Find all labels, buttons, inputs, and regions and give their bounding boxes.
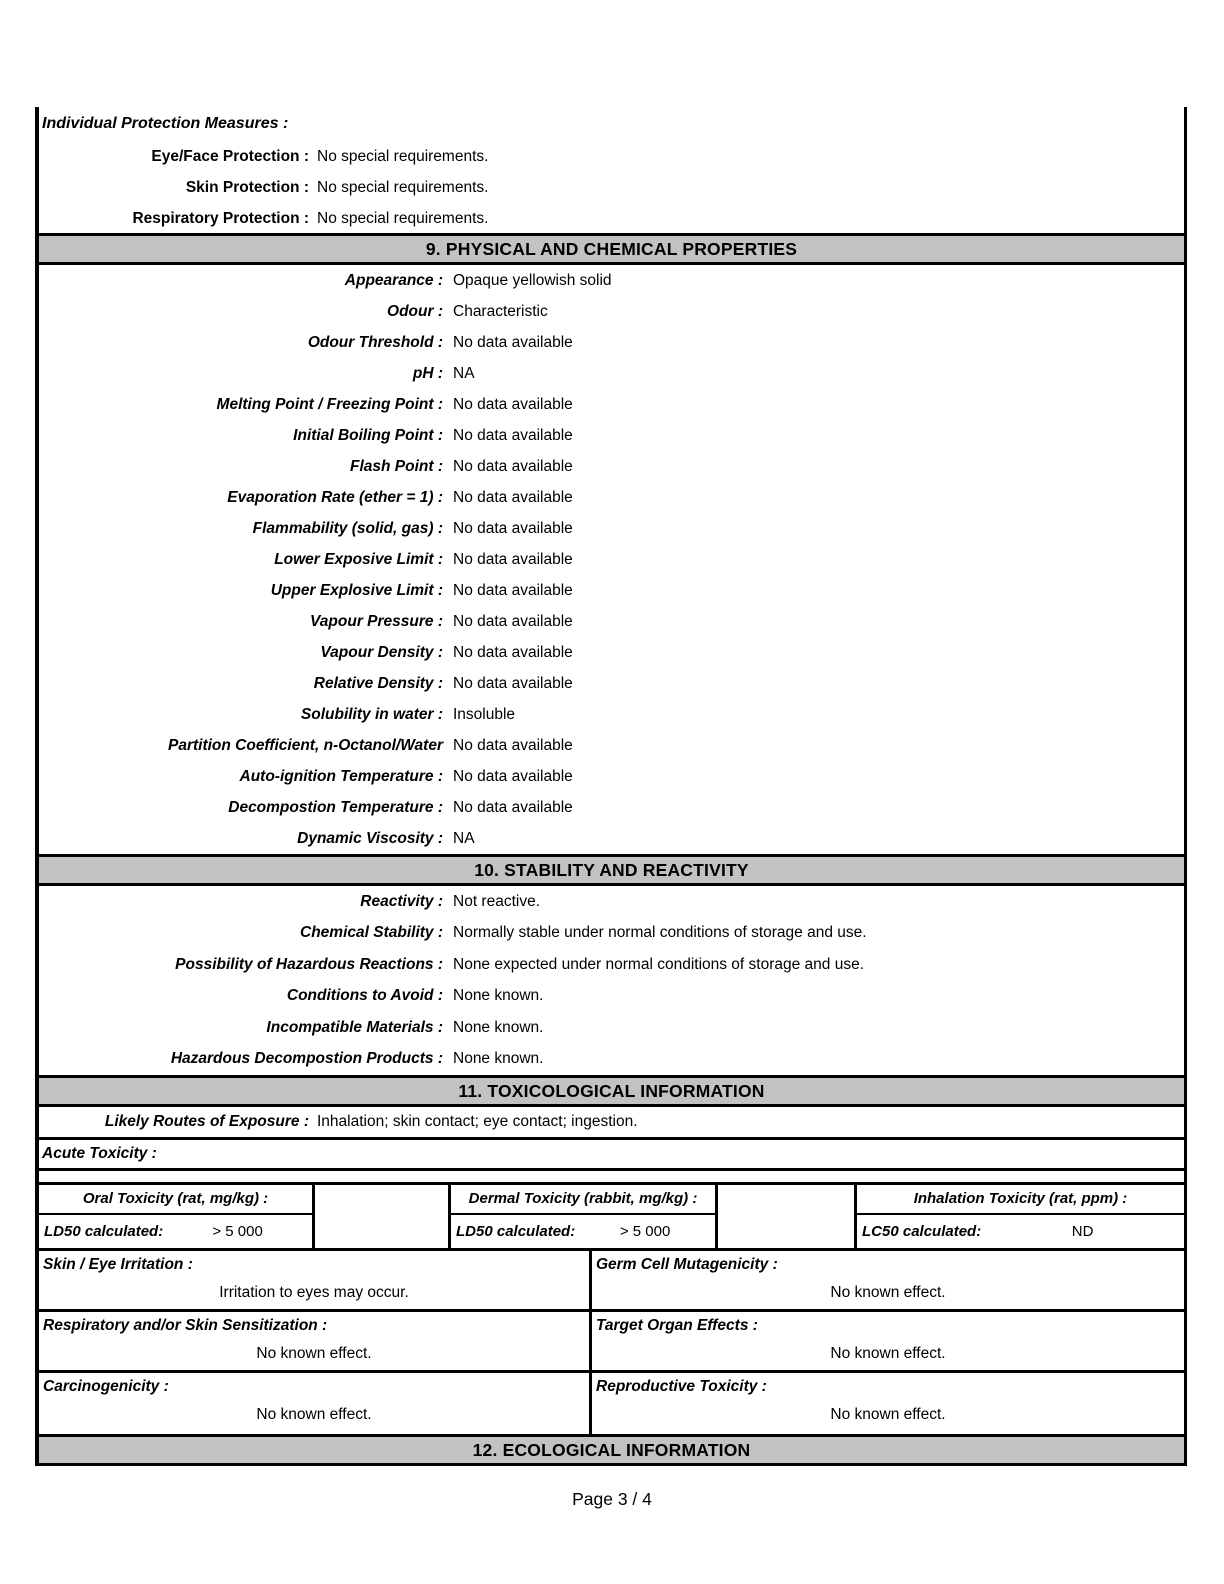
property-label: Odour Threshold :: [307, 333, 443, 351]
property-label: Skin Protection :: [185, 178, 309, 196]
property-row: [39, 451, 1184, 482]
property-row: [39, 1044, 1184, 1076]
endpoint-value: No known effect.: [830, 1345, 946, 1362]
property-value: No data available: [453, 395, 573, 413]
acute-toxicity-row: Acute Toxicity :: [35, 1140, 1187, 1171]
property-label: Lower Exposive Limit :: [274, 550, 443, 568]
property-label: Appearance :: [344, 271, 443, 289]
property-value: Insoluble: [453, 705, 516, 723]
property-label: Decompostion Temperature :: [228, 798, 443, 816]
protection-measures-section: [35, 107, 1187, 233]
endpoint-label: Target Organ Effects :: [596, 1317, 758, 1334]
property-value: NA: [453, 829, 475, 847]
property-value: No data available: [453, 519, 573, 537]
property-label: Reactivity :: [360, 892, 443, 910]
property-row: [39, 141, 1184, 172]
property-label: Vapour Pressure :: [310, 612, 443, 630]
endpoint-label: Skin / Eye Irritation :: [43, 1256, 193, 1273]
endpoint-value: No known effect.: [256, 1345, 372, 1362]
property-value: No data available: [453, 798, 573, 816]
table-empty-cell: [312, 1185, 451, 1248]
property-row: [39, 761, 1184, 792]
property-label: Upper Explosive Limit :: [270, 581, 443, 599]
property-value: None known.: [453, 1018, 544, 1036]
property-label: Likely Routes of Exposure :: [104, 1113, 309, 1130]
property-value: No data available: [453, 767, 573, 785]
spacer: [35, 1171, 1187, 1182]
endpoint-value: No known effect.: [830, 1284, 946, 1301]
page-number: Page 3 / 4: [572, 1489, 652, 1509]
property-label: Respiratory Protection :: [132, 209, 309, 227]
property-value: No data available: [453, 426, 573, 444]
endpoint-cell: [39, 1312, 592, 1373]
property-value: No data available: [453, 736, 573, 754]
property-value: No special requirements.: [317, 178, 489, 196]
property-row: [39, 949, 1184, 981]
ld50-label: LD50 calculated:: [456, 1223, 576, 1240]
property-label: Flammability (solid, gas) :: [252, 519, 443, 537]
table-row: [451, 1215, 715, 1248]
endpoint-label: Germ Cell Mutagenicity :: [596, 1256, 778, 1273]
endpoint-value: Irritation to eyes may occur.: [219, 1284, 409, 1301]
property-label: Possibility of Hazardous Reactions :: [175, 955, 443, 973]
property-label: pH :: [412, 364, 443, 382]
property-value: Not reactive.: [453, 892, 541, 910]
endpoint-label: Reproductive Toxicity :: [596, 1378, 767, 1395]
ld50-value: > 5 000: [619, 1223, 671, 1240]
property-label: Auto-ignition Temperature :: [239, 767, 443, 785]
property-row: [39, 575, 1184, 606]
property-row: [39, 420, 1184, 451]
property-row: [39, 637, 1184, 668]
lc50-value: ND: [1071, 1223, 1094, 1240]
property-row: [39, 265, 1184, 296]
property-row: [39, 296, 1184, 327]
property-row: [39, 823, 1184, 854]
property-label: Vapour Density :: [320, 643, 443, 661]
property-row: [39, 792, 1184, 823]
endpoint-label: Carcinogenicity :: [43, 1378, 169, 1395]
property-label: Chemical Stability :: [300, 924, 443, 942]
physical-chemical-properties-section: [35, 265, 1187, 854]
property-value: Opaque yellowish solid: [453, 271, 612, 289]
property-row: [39, 730, 1184, 761]
table-header-oral: Oral Toxicity (rat, mg/kg) :: [39, 1185, 312, 1215]
property-value: Characteristic: [453, 302, 548, 320]
acute-toxicity-table: [35, 1182, 1187, 1251]
property-row: [39, 606, 1184, 637]
property-label: Evaporation Rate (ether = 1) :: [227, 488, 443, 506]
protection-measures-title: Individual Protection Measures :: [42, 115, 289, 132]
property-value: NA: [453, 364, 475, 382]
property-row: [39, 389, 1184, 420]
section-header-11: 11. TOXICOLOGICAL INFORMATION: [35, 1075, 1187, 1107]
property-row: [39, 544, 1184, 575]
property-value: No data available: [453, 643, 573, 661]
endpoint-cell: [592, 1251, 1184, 1312]
property-label: Incompatible Materials :: [266, 1018, 443, 1036]
property-label: Hazardous Decompostion Products :: [170, 1050, 443, 1068]
ld50-value: > 5 000: [212, 1223, 263, 1240]
table-row: [857, 1215, 1184, 1248]
table-header-inhalation: Inhalation Toxicity (rat, ppm) :: [857, 1185, 1184, 1215]
table-empty-cell: [715, 1185, 857, 1248]
lc50-label: LC50 calculated:: [862, 1223, 982, 1240]
property-label: Melting Point / Freezing Point :: [216, 395, 443, 413]
likely-routes-row: [35, 1107, 1187, 1140]
property-value: No special requirements.: [317, 147, 489, 165]
property-label: Initial Boiling Point :: [293, 426, 443, 444]
section-header-12: 12. ECOLOGICAL INFORMATION: [35, 1434, 1187, 1466]
endpoint-cell: [39, 1251, 592, 1312]
section-header-10: 10. STABILITY AND REACTIVITY: [35, 854, 1187, 886]
stability-reactivity-section: [35, 886, 1187, 1075]
property-value: None expected under normal conditions of storage and use.: [453, 955, 865, 973]
property-value: No data available: [453, 550, 573, 568]
property-row: [39, 203, 1184, 234]
section-header-9: 9. PHYSICAL AND CHEMICAL PROPERTIES: [35, 233, 1187, 265]
property-row: [39, 172, 1184, 203]
property-value: No data available: [453, 333, 573, 351]
property-value: Inhalation; skin contact; eye contact; ingestion.: [317, 1113, 638, 1130]
property-value: Normally stable under normal conditions of storage and use.: [453, 924, 867, 942]
property-value: None known.: [453, 987, 544, 1005]
property-row: [39, 513, 1184, 544]
table-header-dermal: Dermal Toxicity (rabbit, mg/kg) :: [451, 1185, 715, 1215]
endpoint-cell: [592, 1312, 1184, 1373]
property-value: None known.: [453, 1050, 544, 1068]
property-row: [39, 918, 1184, 950]
property-row: [39, 886, 1184, 918]
property-row: [39, 668, 1184, 699]
document-body: [35, 107, 1187, 1466]
property-row: [39, 699, 1184, 730]
property-row: [39, 482, 1184, 513]
property-value: No data available: [453, 488, 573, 506]
property-label: Conditions to Avoid :: [286, 987, 443, 1005]
property-value: No data available: [453, 674, 573, 692]
property-row: [39, 358, 1184, 389]
table-row: [39, 1215, 312, 1248]
property-value: No special requirements.: [317, 209, 489, 227]
property-label: Relative Density :: [313, 674, 443, 692]
property-label: Partition Coefficient, n-Octanol/Water: [167, 736, 443, 754]
endpoint-cell: [39, 1373, 592, 1434]
endpoint-cell: [592, 1373, 1184, 1434]
property-row: [39, 327, 1184, 358]
property-label: Dynamic Viscosity :: [297, 829, 443, 847]
ld50-label: LD50 calculated:: [44, 1223, 164, 1240]
property-value: No data available: [453, 612, 573, 630]
endpoint-value: No known effect.: [830, 1406, 946, 1423]
property-value: No data available: [453, 457, 573, 475]
property-row: [39, 1012, 1184, 1044]
endpoint-value: No known effect.: [256, 1406, 372, 1423]
property-row: [39, 981, 1184, 1013]
endpoint-label: Respiratory and/or Skin Sensitization :: [43, 1317, 328, 1334]
toxicity-endpoints-grid: [35, 1251, 1187, 1434]
property-label: Odour :: [387, 302, 443, 320]
property-label: Flash Point :: [350, 457, 443, 475]
property-label: Solubility in water :: [300, 705, 443, 723]
property-value: No data available: [453, 581, 573, 599]
property-label: Eye/Face Protection :: [151, 147, 309, 165]
